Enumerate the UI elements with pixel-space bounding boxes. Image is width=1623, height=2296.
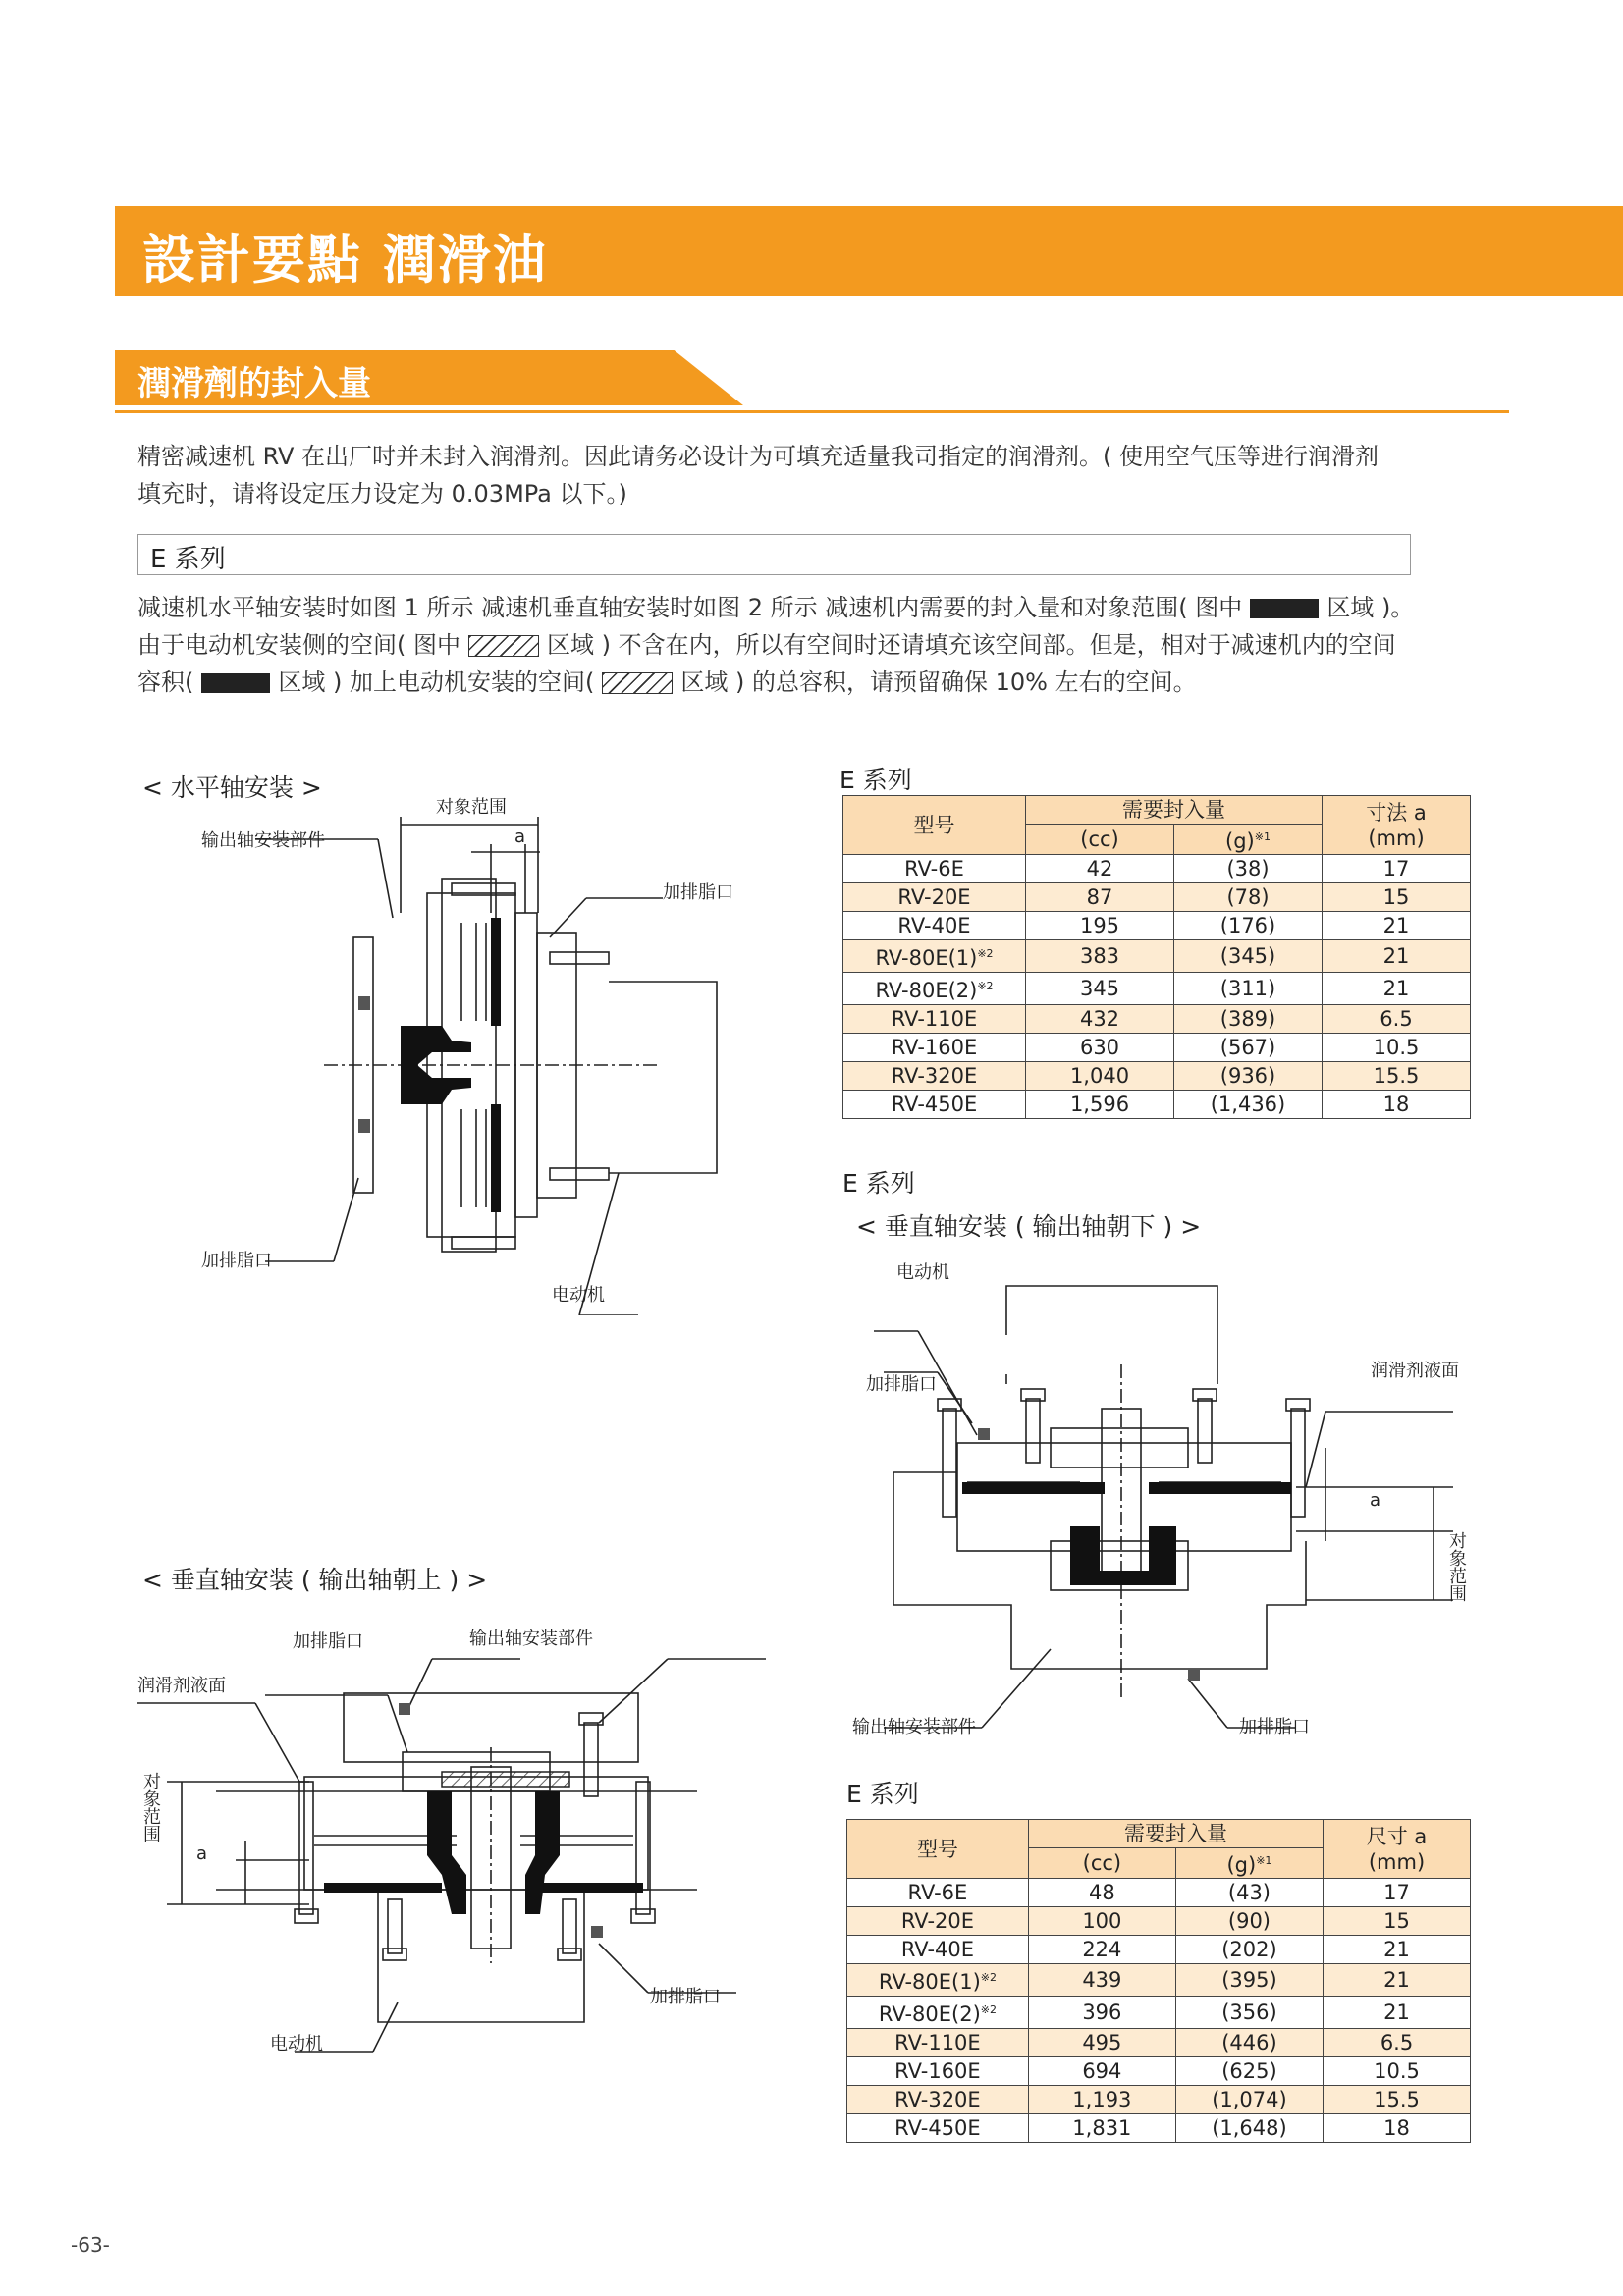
dim-cell-text: 15 xyxy=(1382,885,1410,909)
desc-line-2 xyxy=(137,626,1396,664)
fig-h-grease-top-label: 加排脂口 xyxy=(663,882,733,903)
cc-cell xyxy=(1026,912,1174,940)
cc-cell-text: 100 xyxy=(1082,1909,1122,1933)
model-cell-text: RV-450E xyxy=(891,1093,978,1116)
g-cell-text: (176) xyxy=(1219,914,1276,937)
model-cell-text: RV-110E xyxy=(894,2031,981,2055)
cc-cell-text: 1,596 xyxy=(1069,1093,1130,1116)
fig-h-a-label: a xyxy=(514,827,526,847)
dim-cell-text: 15 xyxy=(1383,1909,1410,1933)
table1-dim-header xyxy=(1323,796,1471,855)
solid-area-swatch xyxy=(1250,599,1319,618)
desc-text: 区域 ) 的总容积，请预留确保 10% 左右的空间。 xyxy=(680,668,1197,696)
table1-dim-label: 寸法 a xyxy=(1366,800,1427,825)
cc-cell xyxy=(1028,2029,1175,2057)
cc-cell-text: 345 xyxy=(1079,977,1120,1000)
cc-cell xyxy=(1028,1907,1175,1936)
model-cell xyxy=(843,1034,1026,1062)
cc-cell-text: 630 xyxy=(1079,1036,1120,1059)
model-cell xyxy=(843,1062,1026,1091)
fig-vd-motor-label: 电动机 xyxy=(896,1262,949,1283)
table-row xyxy=(843,940,1471,973)
cc-cell-text: 396 xyxy=(1082,2001,1122,2024)
fig-vu-a-label: a xyxy=(196,1843,208,1864)
fig-vd-mount-label: 输出轴安装部件 xyxy=(852,1717,976,1737)
dim-cell xyxy=(1324,1936,1471,1964)
g-cell xyxy=(1174,1062,1323,1091)
cc-cell xyxy=(1026,1005,1174,1034)
fig-vd-a-label: a xyxy=(1370,1490,1381,1511)
dim-cell-text: 6.5 xyxy=(1380,2031,1414,2055)
footnote-mark: ※2 xyxy=(980,1971,997,1984)
model-cell-text: RV-6E xyxy=(904,857,964,881)
page-title: 設計要點 潤滑油 xyxy=(142,229,548,291)
cc-cell xyxy=(1028,1936,1175,1964)
hatched-area-swatch xyxy=(602,672,673,694)
dim-cell xyxy=(1324,2086,1471,2114)
table2-dim-label: 尺寸 a xyxy=(1366,1824,1428,1848)
dim-cell-text: 18 xyxy=(1382,1093,1410,1116)
dim-cell-text: 21 xyxy=(1382,944,1410,968)
fig-vd-oil-level-label: 润滑剂液面 xyxy=(1371,1361,1459,1381)
g-cell xyxy=(1175,1997,1323,2029)
table-row xyxy=(847,2086,1471,2114)
cc-cell xyxy=(1026,883,1174,912)
g-cell xyxy=(1175,2029,1323,2057)
cc-cell xyxy=(1028,1997,1175,2029)
fig-vu-mount-label: 输出轴安装部件 xyxy=(469,1629,593,1649)
desc-text: 减速机水平轴安装时如图 1 所示 减速机垂直轴安装时如图 2 所示 减速机内需要的封入量和对象范围( 图中 xyxy=(137,594,1243,621)
dim-cell xyxy=(1324,1964,1471,1997)
cc-cell xyxy=(1028,1964,1175,1997)
table-row xyxy=(843,973,1471,1005)
dim-cell xyxy=(1323,883,1471,912)
cc-cell xyxy=(1028,2114,1175,2143)
dim-cell xyxy=(1323,1005,1471,1034)
desc-text: 容积( xyxy=(137,668,194,696)
model-cell-text: RV-160E xyxy=(894,2059,981,2083)
cc-cell-text: 495 xyxy=(1082,2031,1122,2055)
cc-cell-text: 48 xyxy=(1089,1881,1115,1904)
g-cell xyxy=(1174,1034,1323,1062)
dim-cell xyxy=(1324,1997,1471,2029)
model-cell xyxy=(843,1005,1026,1034)
model-cell-text: RV-450E xyxy=(894,2116,981,2140)
table-row xyxy=(847,1964,1471,1997)
table-row xyxy=(847,2114,1471,2143)
dim-cell-text: 17 xyxy=(1383,1881,1410,1904)
desc-text: 区域 )。 xyxy=(1326,594,1415,621)
table1-g-header xyxy=(1174,825,1323,855)
model-cell-text: RV-80E(1) xyxy=(875,946,978,970)
fig-vu-range-label: 对象范围 xyxy=(140,1772,161,1842)
model-cell-text: RV-320E xyxy=(891,1064,978,1088)
table1-series: E 系列 xyxy=(839,766,912,794)
g-cell-text: (389) xyxy=(1219,1007,1276,1031)
table-row xyxy=(847,2057,1471,2086)
model-cell xyxy=(847,1907,1029,1936)
g-cell-text: (78) xyxy=(1226,885,1270,909)
fig-vd-range-label: 对象范围 xyxy=(1446,1531,1467,1602)
desc-text: 由于电动机安装侧的空间( 图中 xyxy=(137,631,460,659)
footnote-mark: ※2 xyxy=(977,980,994,992)
fig-horizontal-caption: < 水平轴安装 > xyxy=(142,774,322,802)
table-row xyxy=(843,883,1471,912)
fig-h-range-label: 对象范围 xyxy=(436,797,507,818)
fig-h-motor-label: 电动机 xyxy=(552,1285,605,1306)
fig-vu-oil-level-label: 润滑剂液面 xyxy=(137,1676,226,1696)
fig-vd-grease-bottom-label: 加排脂口 xyxy=(1239,1717,1310,1737)
cc-cell-text: 383 xyxy=(1079,944,1120,968)
desc-line-3 xyxy=(137,664,1197,701)
table1-g-note: ※1 xyxy=(1254,830,1271,843)
table1-g-label: (g) xyxy=(1225,829,1255,853)
dim-cell xyxy=(1324,1879,1471,1907)
model-cell-text: RV-320E xyxy=(894,2088,981,2111)
fig-vu-grease-bottom-label: 加排脂口 xyxy=(650,1987,721,2007)
dim-cell-text: 15.5 xyxy=(1374,2088,1420,2111)
table-row xyxy=(847,1907,1471,1936)
cc-cell-text: 1,193 xyxy=(1072,2088,1132,2111)
g-cell-text: (936) xyxy=(1219,1064,1276,1088)
table-row xyxy=(847,1936,1471,1964)
dim-cell xyxy=(1324,2057,1471,2086)
g-cell xyxy=(1174,973,1323,1005)
model-cell xyxy=(843,912,1026,940)
hatched-area-swatch xyxy=(468,635,539,657)
dim-cell xyxy=(1323,1034,1471,1062)
g-cell-text: (90) xyxy=(1227,1909,1271,1933)
dim-cell-text: 15.5 xyxy=(1373,1064,1420,1088)
table2-g-header xyxy=(1175,1848,1323,1879)
table2-amount-header: 需要封入量 xyxy=(1028,1820,1323,1848)
g-cell-text: (567) xyxy=(1219,1036,1276,1059)
table-row xyxy=(847,2029,1471,2057)
cc-cell xyxy=(1028,2086,1175,2114)
model-cell xyxy=(843,1091,1026,1119)
table1-model-header: 型号 xyxy=(843,796,1026,855)
g-cell-text: (395) xyxy=(1221,1968,1277,1992)
g-cell xyxy=(1174,883,1323,912)
fig-vertical-down-drawing xyxy=(864,1247,1492,1757)
model-cell xyxy=(843,883,1026,912)
cc-cell xyxy=(1028,2057,1175,2086)
cc-cell-text: 439 xyxy=(1082,1968,1122,1992)
model-cell-text: RV-80E(2) xyxy=(878,2002,981,2026)
model-cell-text: RV-6E xyxy=(907,1881,968,1904)
model-cell-text: RV-40E xyxy=(897,914,971,937)
model-cell xyxy=(847,2086,1029,2114)
fig-vu-grease-top-label: 加排脂口 xyxy=(293,1631,363,1652)
table1-mm-label: (mm) xyxy=(1368,826,1425,850)
table1-cc-header: (cc) xyxy=(1026,825,1174,855)
g-cell xyxy=(1174,940,1323,973)
model-cell-text: RV-80E(1) xyxy=(878,1970,981,1994)
model-cell xyxy=(847,1964,1029,1997)
g-cell xyxy=(1175,2086,1323,2114)
g-cell-text: (345) xyxy=(1219,944,1276,968)
cc-cell xyxy=(1026,1062,1174,1091)
dim-cell-text: 10.5 xyxy=(1373,1036,1420,1059)
g-cell xyxy=(1174,855,1323,883)
model-cell xyxy=(843,855,1026,883)
table2-dim-header xyxy=(1324,1820,1471,1879)
table2-model-header: 型号 xyxy=(847,1820,1029,1879)
dim-cell xyxy=(1323,912,1471,940)
cc-cell-text: 694 xyxy=(1082,2059,1122,2083)
g-cell-text: (311) xyxy=(1219,977,1276,1000)
model-cell xyxy=(847,2114,1029,2143)
model-cell xyxy=(847,1997,1029,2029)
g-cell-text: (38) xyxy=(1226,857,1270,881)
fig-horizontal-drawing xyxy=(147,785,736,1315)
table-row xyxy=(847,1997,1471,2029)
cc-cell-text: 224 xyxy=(1082,1938,1122,1961)
model-cell-text: RV-110E xyxy=(891,1007,978,1031)
cc-cell xyxy=(1028,1879,1175,1907)
desc-text: 区域 ) 加上电动机安装的空间( xyxy=(278,668,595,696)
solid-area-swatch xyxy=(201,673,270,693)
series-box-label: E 系列 xyxy=(150,545,226,574)
fig-vd-grease-top-label: 加排脂口 xyxy=(866,1374,937,1395)
series-box xyxy=(137,534,1411,575)
g-cell xyxy=(1174,912,1323,940)
g-cell-text: (1,436) xyxy=(1210,1093,1286,1116)
dim-cell xyxy=(1324,2029,1471,2057)
dim-cell-text: 21 xyxy=(1382,977,1410,1000)
model-cell xyxy=(843,940,1026,973)
g-cell-text: (356) xyxy=(1221,2001,1277,2024)
intro-line-1: 精密减速机 RV 在出厂时并未封入润滑剂。因此请务必设计为可填充适量我司指定的润滑剂。( 使用空气压等进行润滑剂 xyxy=(137,443,1380,470)
table1 xyxy=(842,795,1471,1119)
cc-cell xyxy=(1026,1091,1174,1119)
dim-cell xyxy=(1323,855,1471,883)
g-cell xyxy=(1175,1879,1323,1907)
table1-amount-header: 需要封入量 xyxy=(1026,796,1323,825)
table-row xyxy=(843,1062,1471,1091)
g-cell xyxy=(1174,1091,1323,1119)
cc-cell xyxy=(1026,1034,1174,1062)
section-title: 潤滑劑的封入量 xyxy=(137,364,371,403)
cc-cell-text: 1,040 xyxy=(1069,1064,1130,1088)
dim-cell xyxy=(1324,2114,1471,2143)
dim-cell xyxy=(1323,1062,1471,1091)
fig-vd-caption: < 垂直轴安装 ( 输出轴朝下 ) > xyxy=(856,1212,1202,1241)
cc-cell-text: 432 xyxy=(1079,1007,1120,1031)
dim-cell-text: 21 xyxy=(1383,2001,1410,2024)
dim-cell-text: 17 xyxy=(1382,857,1410,881)
dim-cell xyxy=(1323,973,1471,1005)
desc-text: 区域 ) 不含在内，所以有空间时还请填充该空间部。但是，相对于减速机内的空间 xyxy=(547,631,1396,659)
model-cell-text: RV-80E(2) xyxy=(875,979,978,1002)
desc-line-1 xyxy=(137,589,1414,626)
g-cell xyxy=(1175,1936,1323,1964)
table-row xyxy=(843,1091,1471,1119)
cc-cell-text: 195 xyxy=(1079,914,1120,937)
cc-cell-text: 87 xyxy=(1086,885,1113,909)
g-cell-text: (1,074) xyxy=(1212,2088,1287,2111)
model-cell xyxy=(843,973,1026,1005)
cc-cell xyxy=(1026,940,1174,973)
table2-g-label: (g) xyxy=(1226,1853,1257,1877)
table2-cc-header: (cc) xyxy=(1028,1848,1175,1879)
dim-cell-text: 21 xyxy=(1383,1938,1410,1961)
table2 xyxy=(846,1819,1471,2143)
dim-cell xyxy=(1324,1907,1471,1936)
table-row xyxy=(843,912,1471,940)
model-cell-text: RV-160E xyxy=(891,1036,978,1059)
dim-cell-text: 21 xyxy=(1382,914,1410,937)
fig-vu-caption: < 垂直轴安装 ( 输出轴朝上 ) > xyxy=(142,1566,488,1594)
fig-vd-series: E 系列 xyxy=(842,1169,915,1198)
cc-cell-text: 42 xyxy=(1086,857,1113,881)
table-row xyxy=(847,1879,1471,1907)
table2-mm-label: (mm) xyxy=(1368,1849,1426,1874)
dim-cell-text: 18 xyxy=(1383,2116,1410,2140)
dim-cell-text: 21 xyxy=(1383,1968,1410,1992)
fig-vu-motor-label: 电动机 xyxy=(270,2034,323,2055)
table-row xyxy=(843,855,1471,883)
model-cell xyxy=(847,2057,1029,2086)
model-cell-text: RV-40E xyxy=(900,1938,975,1961)
fig-h-grease-bottom-label: 加排脂口 xyxy=(201,1251,272,1271)
g-cell xyxy=(1175,2057,1323,2086)
g-cell-text: (1,648) xyxy=(1212,2116,1287,2140)
footnote-mark: ※2 xyxy=(980,2003,997,2016)
cc-cell xyxy=(1026,855,1174,883)
model-cell xyxy=(847,1936,1029,1964)
page-number: -63- xyxy=(71,2233,110,2257)
model-cell xyxy=(847,2029,1029,2057)
cc-cell xyxy=(1026,973,1174,1005)
g-cell xyxy=(1175,2114,1323,2143)
g-cell xyxy=(1175,1907,1323,1936)
table2-series: E 系列 xyxy=(846,1780,919,1808)
g-cell-text: (625) xyxy=(1221,2059,1277,2083)
section-underline xyxy=(115,410,1509,413)
cc-cell-text: 1,831 xyxy=(1072,2116,1132,2140)
g-cell-text: (446) xyxy=(1221,2031,1277,2055)
dim-cell-text: 6.5 xyxy=(1380,1007,1413,1031)
g-cell xyxy=(1174,1005,1323,1034)
model-cell-text: RV-20E xyxy=(897,885,971,909)
dim-cell xyxy=(1323,1091,1471,1119)
dim-cell-text: 10.5 xyxy=(1374,2059,1420,2083)
table2-g-note: ※1 xyxy=(1256,1854,1272,1867)
intro-line-2: 填充时，请将设定压力设定为 0.03MPa 以下。) xyxy=(137,480,627,507)
dim-cell xyxy=(1323,940,1471,973)
model-cell-text: RV-20E xyxy=(900,1909,975,1933)
fig-h-mount-label: 输出轴安装部件 xyxy=(201,830,325,851)
model-cell xyxy=(847,1879,1029,1907)
footnote-mark: ※2 xyxy=(977,947,994,960)
table-row xyxy=(843,1034,1471,1062)
g-cell-text: (202) xyxy=(1221,1938,1277,1961)
table-row xyxy=(843,1005,1471,1034)
g-cell-text: (43) xyxy=(1227,1881,1271,1904)
g-cell xyxy=(1175,1964,1323,1997)
